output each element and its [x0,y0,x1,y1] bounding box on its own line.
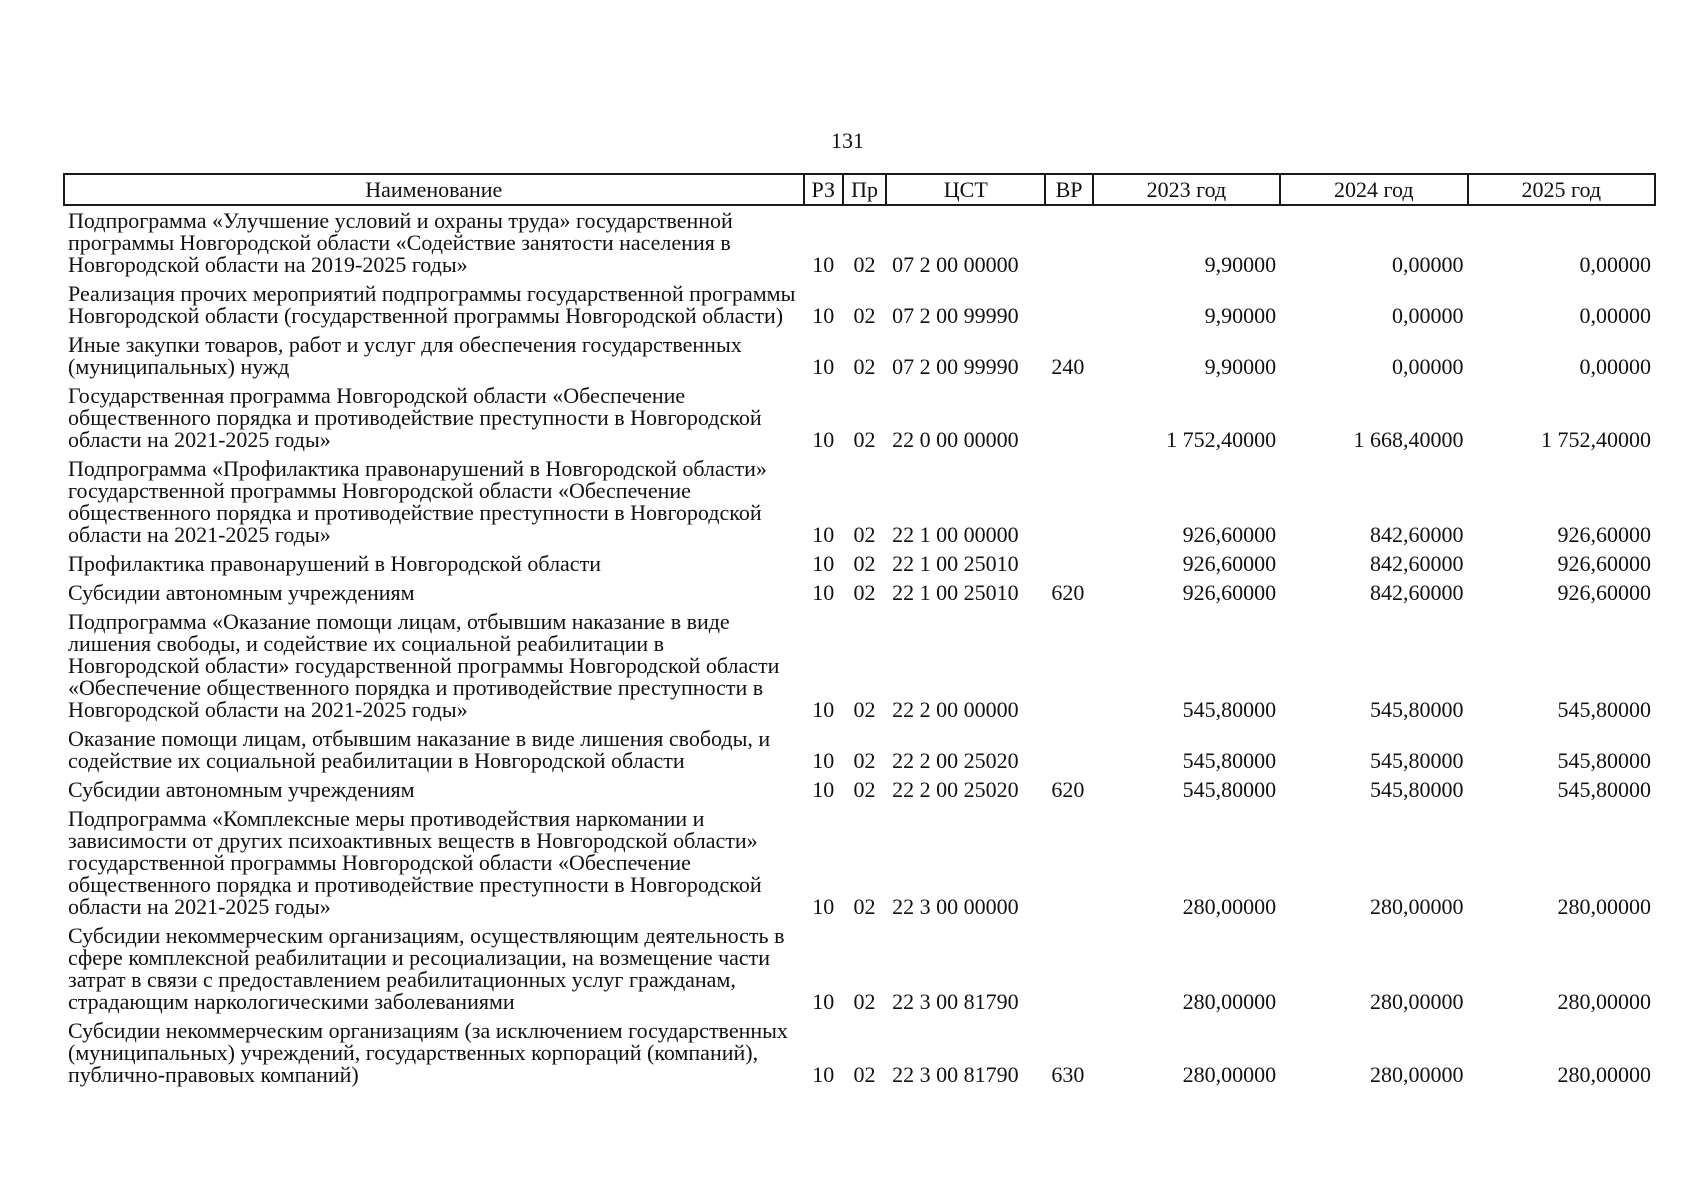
row-2024: 280,00000 [1370,1062,1464,1087]
row-pr: 02 [853,354,876,379]
table-row [64,808,1655,925]
row-vr [1045,925,1092,1020]
row-2025: 545,80000 [1557,697,1651,722]
row-rz: 10 [812,894,835,919]
header-name: Наименование [64,174,804,205]
table-row [64,611,1655,728]
row-2025: 545,80000 [1557,748,1651,773]
row-2025: 280,00000 [1557,1062,1651,1087]
row-name: Подпрограмма «Комплексные меры противодействия наркомании и зависимости от других психоактивных веществ в Новгородской области» государственной программы Новгородской области «Обеспечение общественного порядка и противодействие преступности в Новгородской области на 2021-2025 годы» [68,806,762,919]
row-name: Профилактика правонарушений в Новгородской области [68,551,601,576]
table-row [64,334,1655,385]
row-name: Оказание помощи лицам, отбывшим наказание в виде лишения свободы, и содействие их социальной реабилитации в Новгородской области [68,726,771,773]
row-name: Подпрограмма «Профилактика правонарушений в Новгородской области» государственной программы Новгородской области «Обеспечение общественного порядка и противодействие преступности в Новгородской области на 2021-2025 годы» [68,456,767,547]
row-2024: 545,80000 [1370,697,1464,722]
table-row [64,779,1655,808]
table-row [64,925,1655,1020]
row-2024: 842,60000 [1370,551,1464,576]
row-cst: 22 1 00 25010 [892,580,1019,605]
row-2024: 280,00000 [1370,894,1464,919]
row-2025: 280,00000 [1557,989,1651,1014]
row-pr: 02 [853,697,876,722]
row-rz: 10 [812,252,835,277]
row-2023: 1 752,40000 [1166,427,1277,452]
row-vr: 620 [1051,777,1085,802]
row-cst: 22 3 00 00000 [892,894,1019,919]
row-2025: 926,60000 [1557,551,1651,576]
row-pr: 02 [853,580,876,605]
row-2024: 545,80000 [1370,748,1464,773]
row-pr: 02 [853,1062,876,1087]
budget-table [63,173,1656,1093]
row-2023: 926,60000 [1182,522,1277,547]
row-vr [1045,611,1092,728]
row-2024: 842,60000 [1370,522,1464,547]
row-cst: 22 3 00 81790 [892,1062,1019,1087]
row-name: Субсидии некоммерческим организациям (за исключением государственных (муниципальных) учреждений, государственных корпораций (компаний), публично-правовых компаний) [68,1018,788,1087]
row-2025: 1 752,40000 [1541,427,1651,452]
row-2024: 545,80000 [1370,777,1464,802]
table-row [64,553,1655,582]
row-vr [1045,385,1092,458]
row-vr [1045,283,1092,334]
row-name: Подпрограмма «Оказание помощи лицам, отбывшим наказание в виде лишения свободы, и содействие их социальной реабилитации в Новгородской области» государственной программы Новгородской области «Обеспечение общественного порядка и противодействие преступности в Новгородской области на 2021-2025 годы» [68,609,780,722]
header-pr: Пр [843,174,886,205]
row-vr [1045,728,1092,779]
row-cst: 22 2 00 00000 [892,697,1019,722]
table-row [64,205,1655,283]
row-vr: 620 [1051,580,1085,605]
row-2025: 926,60000 [1557,522,1651,547]
row-name: Субсидии автономным учреждениям [68,580,415,605]
row-2023: 280,00000 [1182,1062,1277,1087]
row-rz: 10 [812,551,835,576]
row-2023: 545,80000 [1182,748,1277,773]
row-pr: 02 [853,303,876,328]
row-vr [1045,458,1092,553]
row-cst: 22 2 00 25020 [892,748,1019,773]
row-vr [1045,205,1092,283]
row-cst: 22 3 00 81790 [892,989,1019,1014]
row-cst: 22 2 00 25020 [892,777,1019,802]
row-pr: 02 [853,989,876,1014]
table-row [64,582,1655,611]
row-pr: 02 [853,252,876,277]
row-2023: 926,60000 [1182,551,1277,576]
row-2025: 280,00000 [1557,894,1651,919]
row-rz: 10 [812,580,835,605]
row-name: Реализация прочих мероприятий подпрограммы государственной программы Новгородской области (государственной программы Новгородской области) [68,281,796,328]
row-rz: 10 [812,427,835,452]
row-cst: 07 2 00 99990 [892,303,1019,328]
row-rz: 10 [812,697,835,722]
header-2024: 2024 год [1280,174,1467,205]
row-pr: 02 [853,748,876,773]
row-cst: 22 1 00 25010 [892,551,1019,576]
row-pr: 02 [853,551,876,576]
row-2023: 9,90000 [1204,303,1277,328]
row-cst: 22 0 00 00000 [892,427,1019,452]
row-2024: 280,00000 [1370,989,1464,1014]
table-row [64,385,1655,458]
table-row [64,283,1655,334]
row-2025: 0,00000 [1579,303,1651,328]
row-2023: 9,90000 [1204,354,1277,379]
header-cst: ЦСТ [886,174,1045,205]
row-name: Государственная программа Новгородской области «Обеспечение общественного порядка и противодействие преступности в Новгородской области на 2021-2025 годы» [68,383,762,452]
row-pr: 02 [853,522,876,547]
row-name: Подпрограмма «Улучшение условий и охраны труда» государственной программы Новгородской области «Содействие занятости населения в Новгородской области на 2019-2025 годы» [68,208,733,277]
row-pr: 02 [853,894,876,919]
row-name: Субсидии автономным учреждениям [68,777,415,802]
row-2023: 926,60000 [1182,580,1277,605]
row-rz: 10 [812,989,835,1014]
header-rz: РЗ [804,174,843,205]
table-header-row [64,174,1655,205]
row-2024: 0,00000 [1392,252,1464,277]
row-2023: 280,00000 [1182,989,1277,1014]
row-2023: 545,80000 [1182,777,1277,802]
row-rz: 10 [812,522,835,547]
table-row [64,458,1655,553]
row-name: Иные закупки товаров, работ и услуг для обеспечения государственных (муниципальных) нужд [68,332,742,379]
table-row [64,728,1655,779]
row-2025: 545,80000 [1557,777,1651,802]
row-2024: 1 668,40000 [1353,427,1464,452]
row-2023: 545,80000 [1182,697,1277,722]
row-rz: 10 [812,354,835,379]
row-2024: 0,00000 [1392,303,1464,328]
row-vr [1045,808,1092,925]
header-2023: 2023 год [1093,174,1280,205]
table-row [64,1020,1655,1093]
row-2024: 0,00000 [1392,354,1464,379]
row-vr: 630 [1051,1062,1085,1087]
row-cst: 07 2 00 99990 [892,354,1019,379]
row-cst: 07 2 00 00000 [892,252,1019,277]
row-2025: 0,00000 [1579,252,1651,277]
row-rz: 10 [812,1062,835,1087]
row-2025: 926,60000 [1557,580,1651,605]
page-number: 131 [831,128,864,153]
row-pr: 02 [853,427,876,452]
header-2025: 2025 год [1468,174,1655,205]
row-2025: 0,00000 [1579,354,1651,379]
row-name: Субсидии некоммерческим организациям, осуществляющим деятельность в сфере комплексной реабилитации и ресоциализации, на возмещение части затрат в связи с предоставлением реабилитационных услуг гражданам, страдающим наркологическими заболеваниями [68,923,785,1014]
row-pr: 02 [853,777,876,802]
row-cst: 22 1 00 00000 [892,522,1019,547]
row-vr: 240 [1051,354,1085,379]
row-2023: 9,90000 [1204,252,1277,277]
row-rz: 10 [812,303,835,328]
row-vr [1045,553,1092,582]
row-2023: 280,00000 [1182,894,1277,919]
header-vr: ВР [1045,174,1092,205]
row-rz: 10 [812,777,835,802]
row-rz: 10 [812,748,835,773]
row-2024: 842,60000 [1370,580,1464,605]
